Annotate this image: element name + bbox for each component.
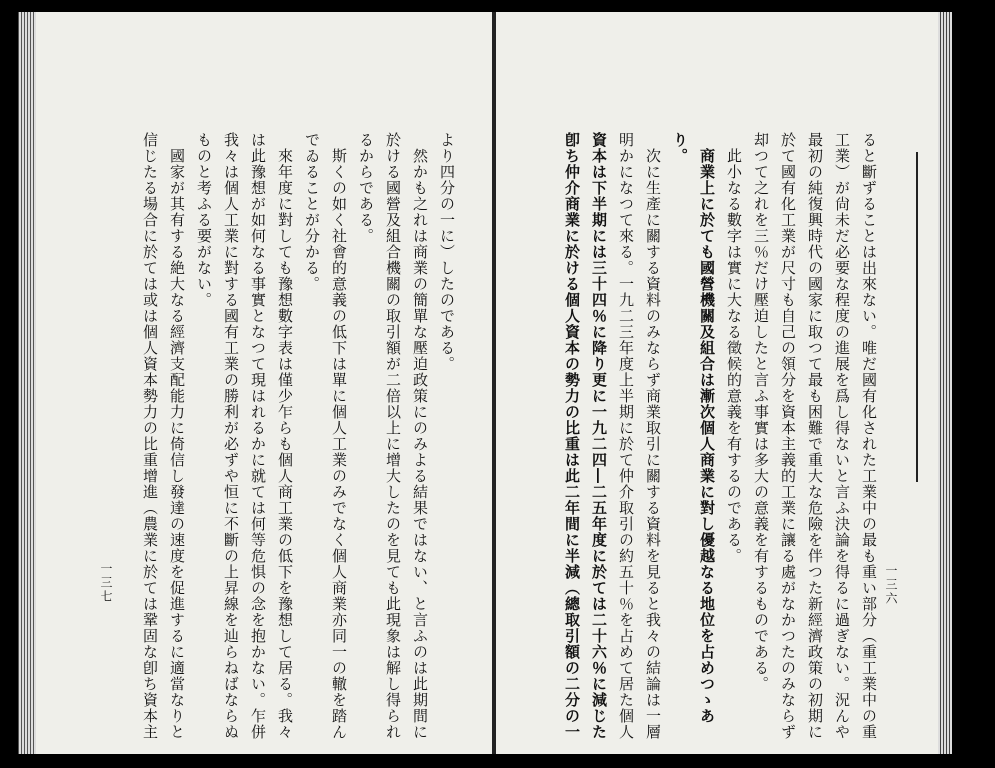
right-page [496,12,952,754]
left-page-text-line: 來年度に對しても豫想數字表は僅少乍らも個人商工業の低下を豫想して居る。我々 [276,132,294,740]
left-page-number: 一三七 [99,562,113,604]
left-page-text-line: より四分の一に）したのである。 [438,132,456,372]
right-page-body [558,132,882,740]
right-page-text-line: 工業）が尙未だ必要な程度の進展を爲し得ないと言ふ決論を得るに過ぎない。況んや [833,132,851,740]
right-page-text-line: 次に生產に關する資料のみならず商業取引に關する資料を見ると我々の結論は一層 [644,132,662,740]
right-page-text-line: 資本は下半期には三十四％に降り更に一九二四―二五年度に於ては二十六％に減じた [590,132,608,740]
right-page-number: 一三六 [884,564,898,606]
left-page-text-line: 信じたる場合に於ては或は個人資本勢力の比重增進（農業に於ては鞏固な卽ち資本主 [141,132,159,740]
left-page-text-line: 斯くの如く社會的意義の低下は單に個人工業のみでなく個人商業亦同一の轍を踏ん [330,132,348,740]
left-page-text-line: ものと考ふる要がない。 [195,132,213,308]
margin-rule [916,152,918,482]
left-page-text-line: 國家が其有する絶大なる經濟支配能力に倚信し發達の速度を促進するに適當なりと [168,132,186,740]
right-page-text-line: 却つて之れを三％だけ壓迫したと言ふ事實は多大の意義を有するものである。 [752,132,770,692]
right-page-text-line: 商業上に於ても國營機關及組合は漸次個人商業に對し優越なる地位を占めつゝあ [698,132,716,724]
right-page-text-line: 明かになつて來る。一九二三年度上半期に於て仲介取引の約五十％を占めて居た個人 [617,132,635,740]
left-page-text-line: るからである。 [357,132,375,244]
left-page-text-line: は此豫想が如何なる事實となつて現はれるかに就ては何等危惧の念を抱かない。乍併 [249,132,267,740]
right-page-text-line: 此小なる數字は實に大なる徵候的意義を有するのである。 [725,132,743,564]
right-page-text-line: 於て國有化工業が尺寸も自己の領分を資本主義的工業に讓る處がなかつたのみならず [779,132,797,740]
right-page-text-line: 卽ち仲介商業に於ける個人資本の勢力の比重は此二年間に半減（總取引額の二分の一 [563,132,581,740]
left-page-body [136,132,460,740]
right-page-text-line: 最初の純復興時代の國家に取つて最も困難で重大な危險を伴つた新經濟政策の初期に [806,132,824,740]
left-page-text-line: 我々は個人工業に對する國有工業の勝利が必ずや恒に不斷の上昇線を辿らねばならぬ [222,132,240,740]
left-page-text-line: 於ける國營及組合機關の取引額が二倍以上に增大したのを見ても此現象は解し得られ [384,132,402,740]
right-page-text-line: ると斷ずることは出來ない。唯だ國有化された工業中の最も重い部分（重工業中の重 [860,132,878,740]
left-page-text-line: 然かも之れは商業の簡單な壓迫政策にのみよる結果ではない、と言ふのは此期間に [411,132,429,740]
left-page [18,12,492,754]
left-page-text-line: でゐることが分かる。 [303,132,321,292]
right-page-text-line: り。 [671,132,689,164]
